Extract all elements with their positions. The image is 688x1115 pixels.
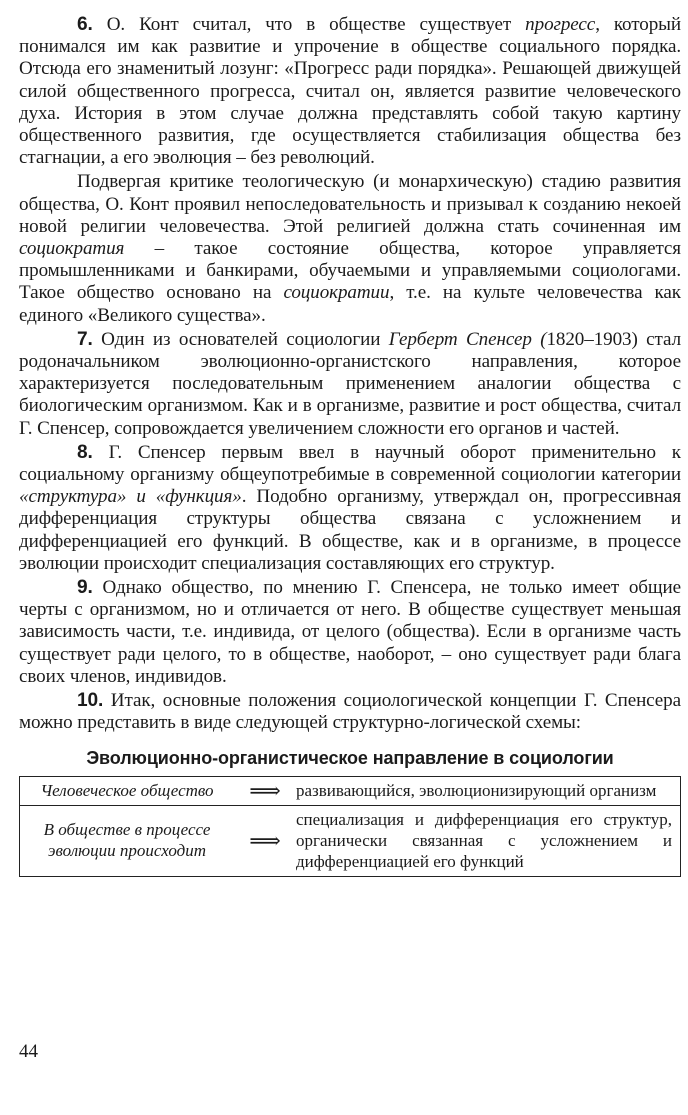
paragraph [19, 14, 681, 169]
paragraph-text: – такое состояние общества, которое управляется промышленниками и банкирами, обучаемыми и управляемыми социологами. Такое общество основано на [19, 238, 681, 304]
paragraph-text: , который понимался им как развитие и упрочение в обществе социального порядка. Отсюда его знаменитый лозунг: «Прогресс ради порядка». Решающей движущей силой общественного прогресса, считал он, является развитие человеческого духа. История в этом случае должна представлять собой такую картину общественного развития, где осуществляется стабилизация общества без стагнации, а его эволюция – без революций. [19, 14, 681, 169]
paragraph-text: . Подобно организму, утверждал он, прогрессивная дифференциация структуры общества связана с усложнением и дифференциацией его функций. В обществе, как и в организме, в процессе эволюции происходит специализация составляющих его структур. [19, 486, 681, 574]
table-row [20, 776, 681, 805]
italic-term: Герберт Спенсер ( [388, 328, 547, 350]
implies-arrow-icon: ⟹ [234, 776, 296, 805]
paragraph-number: 9. [77, 577, 93, 599]
paragraph-text: , т.е. на культе человечества как единого «Великого существа». [19, 282, 681, 326]
italic-term: социократия [19, 238, 125, 260]
implies-arrow-icon: ⟹ [234, 805, 296, 876]
paragraph [19, 171, 681, 326]
row-description: специализация и дифференциация его структур, органически связанная с усложнением и дифференциацией его функций [296, 805, 681, 876]
row-description: развивающийся, эволюционизирующий организм [296, 776, 681, 805]
paragraph-text: Г. Спенсер первым ввел в научный оборот применительно к социальному организму общеупотребимые в современной социологии категории [19, 441, 681, 486]
paragraph-text: Один из основателей социологии [92, 328, 389, 350]
paragraph-number: 7. [77, 328, 93, 350]
text-body [19, 14, 681, 735]
page-content [19, 14, 681, 877]
italic-term: социократии [283, 282, 390, 304]
italic-term: прогресс [525, 14, 596, 35]
paragraph [19, 329, 681, 440]
italic-term: «структура» и «функция» [19, 486, 242, 508]
paragraph-number: 8. [77, 441, 93, 463]
page-number: 44 [19, 1041, 38, 1062]
paragraph [19, 442, 681, 575]
paragraph-text: 1820–1903) стал родоначальником эволюционно-органистского направления, которое характеризуется последовательным применением аналогии общества с биологическим организмом. Как и в организме, развитие и рост общества, считал Г. Спенсер, сопровождается увеличением сложности его органов и частей. [19, 328, 682, 439]
table-title: Эволюционно-органистическое направление в социологии [86, 747, 614, 768]
scheme-table [19, 776, 681, 877]
table-row [20, 805, 681, 876]
paragraph-text: Итак, основные положения социологической концепции Г. Спенсера можно представить в виде следующей структурно-логической схемы: [19, 690, 681, 734]
paragraph-text: Подвергая критике теологическую (и монархическую) стадию развития общества, О. Конт проявил непоследовательность и призывал к созданию некоей новой религии человечества. Этой религией должна стать сочиненная им [19, 171, 681, 237]
paragraph-text: О. Конт считал, что в обществе существует [92, 14, 526, 35]
paragraph-number: 10. [77, 690, 104, 712]
paragraph-text: Однако общество, по мнению Г. Спенсера, не только имеет общие черты с организмом, но и отличается от него. В обществе существует меньшая зависимость части, т.е. индивида, от целого (общества). Если в организме часть существует ради целого, то в обществе, наоборот, – оно существует ради блага своих членов, индивидов. [19, 577, 681, 687]
paragraph-number: 6. [77, 14, 93, 35]
row-subject: Человеческое общество [20, 776, 235, 805]
paragraph [19, 690, 681, 734]
paragraph [19, 577, 681, 688]
row-subject: В обществе в процессе эволюции происходит [20, 805, 235, 876]
